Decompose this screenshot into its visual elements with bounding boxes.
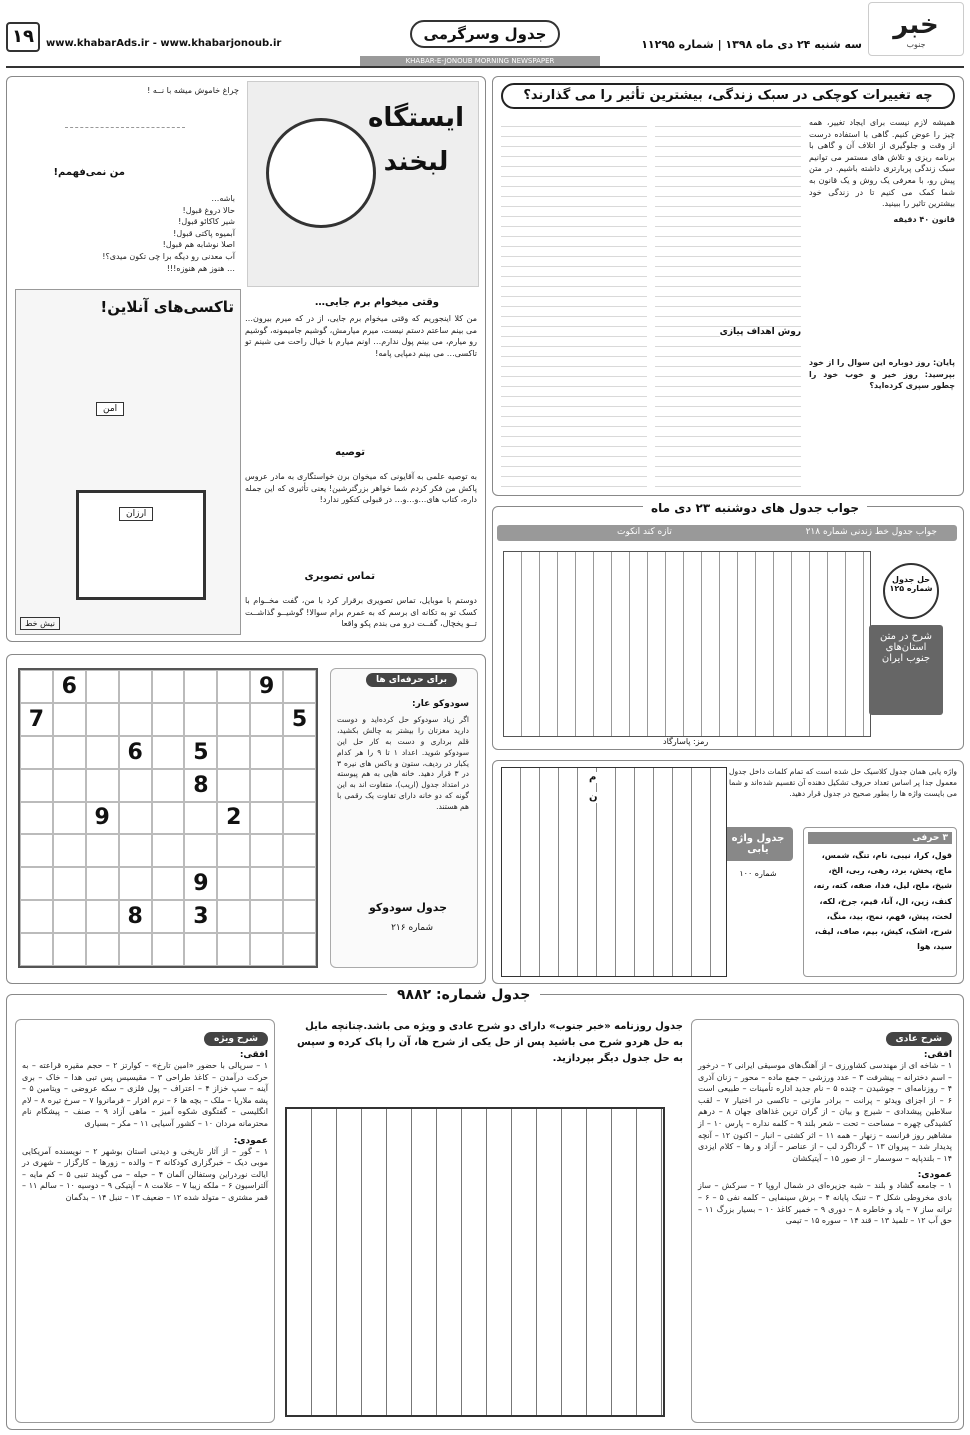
sudoku-tip-bar: برای حرفه‌ای ها (366, 673, 457, 687)
humor-list-item: اصلا نوشابه هم قبول! (162, 240, 235, 250)
logo-sub: جنوب (906, 39, 926, 49)
sudoku-cell[interactable] (283, 933, 316, 966)
sudoku-cell[interactable] (53, 900, 86, 933)
sudoku-cell[interactable] (217, 834, 250, 867)
wordfill-title: جدول واژه یابی (723, 827, 793, 861)
wordfill-words: قول، کرا، نیبی، نام، تنگ، شمس، ماچ، پخش، برد، رهی، ربی، الخ، شیخ، ملح، لیل، فدا، صفه، کته، رنه، کنف، زین، ال، آنا، قیم، جرخ، لکه، لخت، پیش، قهم، نمج، بید، منگ، شرح، اشک، کیش، بیم، صاف، لیف، سید، هوا (813, 851, 952, 952)
sudoku-cell[interactable] (152, 834, 185, 867)
sudoku-cell[interactable] (184, 703, 217, 736)
wordfill-letter: م (586, 772, 599, 783)
main-intro: جدول روزنامه «خبر جنوب» دارای دو شرح عادی و ویژه می باشد.چنانچه مایل به حل هردو شرح می باشید پس از حل یکی از شرح ها، آن را پاک کرده و سپس به حل جدول دیگر بپردازید. (297, 1021, 683, 1064)
sudoku-cell[interactable] (20, 834, 53, 867)
humor-list-item: حالا دروغ قبول! (182, 205, 235, 215)
wordfill-intro: واژه یابی همان جدول کلاسیک حل شده است که تمام کلمات داخل جدول معمول جدا پر اساس تعداد حروف تشکیل دهنده آن تقسیم شده‌اند و شما می بایست واژه ها را بطور صحیح در جدول قرار دهید. (729, 767, 957, 798)
normal-across: ۱ – شاخه ای از مهندسی کشاورزی – از آهنگ‌های موسیقی ایرانی ۲ – درخور – اسم دخترانه – پیشرفت ۳ – عدد ورزشی – جمع ماده – محور – زنان آذری ۴ – روزنامه‌ای – جوشیدن – چنده ۵ – نام جدید اداره تأمینات – طبیعی است ۶ – از اجزای ویدئو – پرانت – برادر مازنی – تاکسی در اختیار ۷ – لقب سلاطین پیشدادی – شیرج و بیان – از گران ترین غذاهای جهان ۸ – درهم کشیدگی چهره – مساحت – تحت – شعر بلند ۹ – کلمه نداره – پارس ۱۰ – از مشاهیر روز فرانسه – زنهار – همه ۱۱ – اثر کشتی – انبار – اکنون ۱۲ – آنچه پدیدار شد – پیروان ۱۳ – گرداگرد لب – از عناصر – آزاد و رها – کلام ایزدی ۱۴ – بلندپایه – سوسمار – از صور ۱۵ – آیتیکشان (698, 1061, 953, 1163)
sudoku-cell[interactable] (20, 670, 53, 703)
sudoku-cell[interactable] (53, 736, 86, 769)
sudoku-cell[interactable] (250, 933, 283, 966)
sudoku-cell[interactable] (217, 933, 250, 966)
humor-p2: من کلا اینجوریم که وقتی میخوام برم جایی، از در که میرم بیرون… می بینم ساعتم دستم نیست، میرم میارمش، گوشیم جامیمونه، گوشیم رو میارم، می بینم پول ندارم… اونم میارم با خیال راحت می شینم تو تاکسی… می بینم دمپایی پامه! (245, 314, 477, 358)
sudoku-cell[interactable]: 2 (217, 802, 250, 835)
cartoon-credit: نیش خط (20, 617, 60, 630)
sudoku-cell[interactable] (184, 933, 217, 966)
wordfill-number: شماره ۱۰۰ (739, 869, 777, 878)
sudoku-cell[interactable] (53, 703, 86, 736)
sudoku-tip-text: اگر زیاد سودوکو حل کرده‌اید و دوست دارید مغزتان را بیشتر به چالش بکشید، قلم برداری و دست به کار حل این سودوکو شوید. اعداد ۱ تا ۹ را هر کدام یکبار در ردیف، ستون و باکس های نیره ۳ در ۳ قرار دهید. خانه هایی به هم پیوسته در امتداد جدول (اریب)، متفاوت اند به این گونه که دو خانه دارای تفاوت یک رقمی با هم هستند. (337, 715, 470, 811)
special-down: ۱ – گور – از آثار تاریخی و دیدنی استان بوشهر ۲ – نویسنده آمریکایی موبی دیک – خبرگزاری کودکانه ۳ – والده – زورها – کارگزار – شهری در ایالت نوردراین وستفالن آلمان ۴ – حیله – می گویند تنبی ۵ – کم مایه – آلتراسیون ۶ – ملکه زیبا ۷ – علامت ۸ – آپتیکی ۹ – دوسیه ۱۰ – سالم ۱۱ – قمر مشتری – متولد شده ۱۲ – ضعیف ۱۳ – تنبل ۱۴ – بدگمان (22, 1146, 268, 1202)
humor-h1: من نمی‌فهمم! (53, 167, 125, 178)
humor-h3: توصیه (335, 447, 365, 458)
sudoku-cell[interactable] (217, 703, 250, 736)
issue-date: سه شنبه ۲۴ دی ماه ۱۳۹۸ | شماره ۱۱۲۹۵ (641, 38, 862, 51)
header-rule (6, 66, 964, 68)
logo-text: خبر (893, 9, 939, 40)
sudoku-cell[interactable]: 9 (250, 670, 283, 703)
sudoku-cell[interactable] (184, 834, 217, 867)
sudoku-cell[interactable] (217, 867, 250, 900)
sudoku-cell[interactable] (119, 769, 152, 802)
sudoku-cell[interactable] (283, 802, 316, 835)
sudoku-cell[interactable] (250, 703, 283, 736)
sudoku-cell[interactable] (20, 933, 53, 966)
taxi-sign: ارزان (119, 507, 153, 521)
divider-smiley-1 (65, 127, 185, 128)
humor-p4: دوستم با موبایل، تماس تصویری برقرار کرد با من، گفت مخــوام با کسک تو به تکانه ای برسم که به عمرم برام سوالا! گوشیــو گذاشــت تــو یخچال، گفــت درو می بندم پکو واقعا (245, 596, 477, 629)
sudoku-cell[interactable] (152, 900, 185, 933)
sudoku-cell[interactable] (152, 670, 185, 703)
logo (868, 2, 964, 56)
sudoku-cell[interactable]: 9 (86, 802, 119, 835)
normal-down: ۱ – جامعه گشاد و بلند – شبه جزیره‌ای در شمال اروپا ۲ – سرکش – ساز بادی مخروطی شکل ۳ – تنبک پایانه ۴ – برش سینمایی – کلمه نفی ۵ – ۶ – ترانه ساز ۷ – یاد و خاطره ۸ – دوری ۹ – خمیر کاغذ ۱۰ – بسیار بزرگ ۱۱ – حق آب ۱۲ – تلمیذ ۱۳ – قند ۱۴ – سوره ۱۵ – تیمی (698, 1181, 953, 1226)
sudoku-cell[interactable] (20, 802, 53, 835)
wordfill-badge (723, 827, 793, 977)
humor-list (15, 193, 235, 274)
humor-list-item: باشه… (211, 194, 235, 203)
special-down-label: عمودی: (233, 1135, 268, 1146)
sudoku-cell[interactable] (86, 769, 119, 802)
article-sub2: روش اهداف پیازی (719, 327, 801, 337)
humor-list-item: آبمیوه پاکتی قبول! (173, 228, 235, 238)
sudoku-cell[interactable] (20, 867, 53, 900)
banner-strip: KHABAR-E-JONOUB MORNING NEWSPAPER (360, 56, 600, 66)
sudoku-cell[interactable] (20, 769, 53, 802)
main-crossword-box (6, 987, 964, 1430)
sudoku-cell[interactable]: 7 (20, 703, 53, 736)
answers-box (492, 501, 964, 750)
page-header (0, 0, 970, 70)
sudoku-cell[interactable] (119, 670, 152, 703)
sudoku-cell[interactable] (152, 703, 185, 736)
wordfill-letter: ن (586, 792, 601, 803)
sudoku-cell[interactable]: 8 (119, 900, 152, 933)
sudoku-cell[interactable] (86, 670, 119, 703)
humor-list-item: … هنوز هم هنوزه!!! (166, 263, 235, 273)
sudoku-cell[interactable]: 5 (184, 736, 217, 769)
sudoku-cell[interactable] (152, 802, 185, 835)
answers-code: رمز: پاسارگاد (663, 737, 709, 746)
sudoku-cell[interactable] (53, 933, 86, 966)
sudoku-cell[interactable] (283, 900, 316, 933)
normal-across-label: افقی: (923, 1050, 952, 1060)
sudoku-cell[interactable] (53, 834, 86, 867)
sudoku-cell[interactable] (119, 867, 152, 900)
sudoku-cell[interactable] (250, 802, 283, 835)
sudoku-cell[interactable] (217, 670, 250, 703)
special-across: ۱ – سرپالی با حضور «امین تارخ» – کوارتز ۲ – حجم مقیره قراعته – به حرکت درآمدن – کاغذ طراحی ۳ – مقیسیس پس تبی هدا – خاک – بری آینه – سپ خزاز ۴ – اعتراف – پول فلزی – سکه عروضی – ویتامین ۵ – پشه ملاریا – ملک – بچه ها ۶ – نرم افزار – فرمانروا ۷ – سرخ تیره ۸ – لام انگلیسی – گفتگوی شکوه آمیز – ماهی آزاد ۹ – صنف – پیشگام نام محترمانه مردان ۱۰ – کشور آسیایی ۱۱ – مکر – بسیاری (22, 1061, 269, 1128)
humor-box (6, 76, 486, 642)
sudoku-cell[interactable]: 6 (53, 670, 86, 703)
cartoon-title: تاکسی‌های آنلاین! (100, 298, 234, 316)
answers-title: جواب جدول های دوشنبه ۲۳ دی ماه (643, 501, 867, 515)
humor-list-item: آب معدنی رو دیگه برا چی تکون میدی؟! (102, 251, 235, 261)
answers-bar-text2: تازه کند انکوت (617, 527, 672, 537)
sudoku-cell[interactable] (217, 900, 250, 933)
sudoku-cell[interactable] (86, 867, 119, 900)
sudoku-cell[interactable] (86, 933, 119, 966)
article-col-right (809, 117, 955, 489)
sudoku-cell[interactable] (20, 900, 53, 933)
humor-h2: وقتی میخوام برم جایی… (314, 297, 439, 308)
sudoku-cell[interactable]: 5 (283, 703, 316, 736)
sudoku-cell[interactable] (152, 867, 185, 900)
sudoku-cell[interactable]: 8 (184, 769, 217, 802)
answers-bar (497, 525, 957, 541)
sudoku-cell[interactable] (53, 769, 86, 802)
wordfill-heading: ۳ حرفی (808, 832, 952, 844)
sudoku-cell[interactable] (152, 933, 185, 966)
article-title: چه تغییرات کوچکی در سبک زندگی، بیشترین تأثیر را می گذارند؟ (501, 83, 955, 109)
humor-list-item: شیر کاکائو قبول! (178, 217, 235, 227)
article-col-left (501, 117, 647, 489)
main-grid[interactable] (285, 1107, 665, 1417)
sudoku-title: جدول سودوکو (369, 901, 447, 914)
sudoku-cell[interactable] (53, 802, 86, 835)
special-across-label: افقی: (239, 1050, 268, 1060)
sudoku-cell[interactable] (86, 900, 119, 933)
article-sub1: قانون ۴۰ دقیقه (893, 214, 955, 224)
sudoku-cell[interactable] (184, 802, 217, 835)
sudoku-cell[interactable] (86, 834, 119, 867)
article-col-mid (655, 117, 801, 489)
sudoku-cell[interactable] (250, 736, 283, 769)
sudoku-cell[interactable] (119, 834, 152, 867)
answers-grid (503, 551, 871, 737)
answers-side: شرح در متن استان‌های جنوب ایران (869, 625, 943, 715)
car-sign: امن (96, 402, 124, 416)
sudoku-cell[interactable] (283, 736, 316, 769)
sudoku-cell[interactable] (20, 736, 53, 769)
sudoku-cell[interactable] (119, 802, 152, 835)
sudoku-cell[interactable] (119, 703, 152, 736)
normal-down-label: عمودی: (917, 1170, 952, 1181)
wordfill-wordlist (803, 827, 957, 977)
sudoku-cell[interactable] (184, 670, 217, 703)
sudoku-cell[interactable] (283, 769, 316, 802)
humor-title: ایستگاه لبخند (368, 103, 464, 177)
wordfill-box (492, 760, 964, 984)
article-box (492, 76, 964, 496)
sudoku-tip-panel (330, 668, 478, 968)
site-url[interactable]: www.khabarAds.ir - www.khabarjonoub.ir (46, 38, 282, 49)
sudoku-cell[interactable] (250, 867, 283, 900)
sudoku-cell[interactable] (250, 769, 283, 802)
cartoon-frame (15, 289, 241, 635)
page-number: ۱۹ (6, 22, 40, 52)
sudoku-cell[interactable]: 3 (184, 900, 217, 933)
answers-badge: حل جدول شماره ۱۲۵ (883, 563, 939, 619)
humor-h4: تماس تصویری (304, 571, 375, 582)
section-title: جدول وسرگرمی (410, 20, 560, 48)
humor-p3: به توصیه علمی به آقایونی که میخوان برن خواستگاری به مادر عروس پاکش من فکر کردم شما خواهر بزرگترشین! یعنی تأثیری که این جمله داره، کتاب های…و…و… در قبولی کنکور ندارد! (245, 472, 477, 505)
sudoku-cell[interactable] (86, 736, 119, 769)
sudoku-cell[interactable] (250, 900, 283, 933)
sudoku-tip-heading: سودوکو عار: (411, 699, 469, 709)
sudoku-cell[interactable] (217, 769, 250, 802)
sudoku-number: شماره ۲۱۶ (391, 923, 433, 933)
humor-line1: چراغ خاموش میشه با نــه ! (147, 86, 239, 95)
article-ending: پایان: روز دوباره این سوال را از خود بپرسید: روز خیر و خوب خود را چطور سپری کرده‌اید؟ (809, 357, 955, 391)
sudoku-cell[interactable] (217, 736, 250, 769)
special-clues (15, 1019, 275, 1423)
answers-bar-text: جواب جدول خط زندنی شماره ۲۱۸ (805, 527, 937, 537)
sudoku-cell[interactable] (250, 834, 283, 867)
sudoku-cell[interactable] (283, 834, 316, 867)
sudoku-cell[interactable]: 6 (119, 736, 152, 769)
smiley-icon (266, 118, 376, 228)
sudoku-cell[interactable] (53, 867, 86, 900)
main-title: جدول شماره: ۹۸۸۲ (387, 987, 540, 1003)
sudoku-cell[interactable]: 9 (184, 867, 217, 900)
sudoku-cell[interactable] (283, 670, 316, 703)
wordfill-grid[interactable] (501, 767, 727, 977)
normal-clues (691, 1019, 959, 1423)
special-label: شرح ویژه (204, 1032, 268, 1046)
sudoku-cell[interactable] (283, 867, 316, 900)
sudoku-grid[interactable] (18, 668, 318, 968)
normal-label: شرح عادی (886, 1032, 952, 1046)
sudoku-cell[interactable] (152, 736, 185, 769)
article-intro: همیشه لازم نیست برای ایجاد تغییر، همه چیز را عوض کنیم. گاهی با استفاده درست از وقت و جلوگیری از اتلاف آن و گاهی با برنامه ریزی و تلاش های مستمر می توانیم سبک زندگی پربارتری داشته باشیم. در متن پیش رو، با معرفی یک روش و یک قانون به شما کمک می کنیم تا در زندگی خود بیشترین تاثیر را ببینید. (809, 118, 955, 209)
sudoku-cell[interactable] (119, 933, 152, 966)
tv-frame (76, 490, 206, 600)
sudoku-cell[interactable] (86, 703, 119, 736)
sudoku-cell[interactable] (152, 769, 185, 802)
humor-image (247, 81, 479, 287)
